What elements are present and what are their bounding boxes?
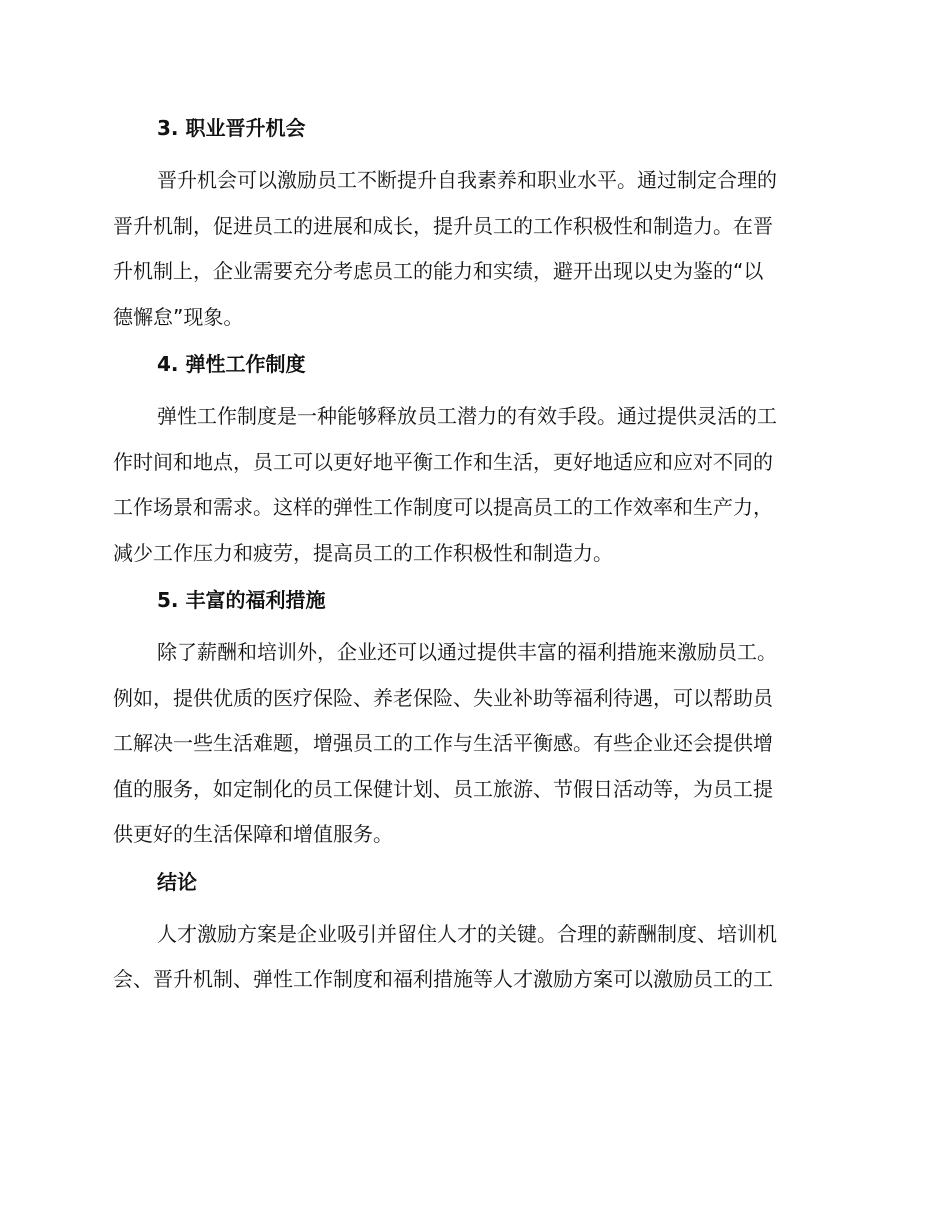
paragraph-line: 作时间和地点，员工可以更好地平衡工作和生活，更好地适应和应对不同的: [113, 449, 773, 474]
section-conclusion: [113, 864, 831, 1003]
section-5: [113, 582, 831, 858]
paragraph-line: 供更好的生活保障和增值服务。: [113, 822, 393, 846]
document-page: [113, 110, 831, 1009]
section-heading: 3. 职业晋升机会: [157, 116, 306, 140]
paragraph-line: 德懈怠”现象。: [113, 304, 244, 329]
section-paragraph: [113, 158, 831, 340]
paragraph-line: 弹性工作制度是一种能够释放员工潜力的有效手段。通过提供灵活的工: [157, 404, 777, 428]
paragraph-line: 值的服务，如定制化的员工保健计划、员工旅游、节假日活动等，为员工提: [113, 776, 773, 801]
paragraph-line: 人才激励方案是企业吸引并留住人才的关键。合理的薪酬制度、培训机: [157, 921, 777, 946]
section-3: [113, 110, 831, 340]
section-paragraph: [113, 394, 831, 576]
paragraph-line: 工解决一些生活难题，增强员工的工作与生活平衡感。有些企业还会提供增: [113, 731, 773, 755]
section-paragraph: [113, 630, 831, 858]
paragraph-line: 晋升机制，促进员工的进展和成长，提升员工的工作积极性和制造力。在晋: [113, 213, 773, 238]
paragraph-line: 升机制上，企业需要充分考虑员工的能力和实绩，避开出现以史为鉴的“以: [113, 259, 764, 283]
section-4: [113, 346, 831, 576]
paragraph-line: 工作场景和需求。这样的弹性工作制度可以提高员工的工作效率和生产力，: [113, 495, 773, 519]
section-heading: 结论: [157, 869, 197, 894]
section-heading: 4. 弹性工作制度: [157, 352, 306, 376]
section-heading: 5. 丰富的福利措施: [157, 588, 326, 612]
section-paragraph: [113, 912, 831, 1003]
paragraph-line: 减少工作压力和疲劳，提高员工的工作积极性和制造力。: [113, 540, 613, 565]
paragraph-line: 例如，提供优质的医疗保险、养老保险、失业补助等福利待遇，可以帮助员: [113, 685, 773, 710]
paragraph-line: 会、晋升机制、弹性工作制度和福利措施等人才激励方案可以激励员工的工: [113, 967, 773, 991]
paragraph-line: 除了薪酬和培训外，企业还可以通过提供丰富的福利措施来激励员工。: [157, 640, 777, 664]
paragraph-line: 晋升机会可以激励员工不断提升自我素养和职业水平。通过制定合理的: [157, 168, 777, 192]
